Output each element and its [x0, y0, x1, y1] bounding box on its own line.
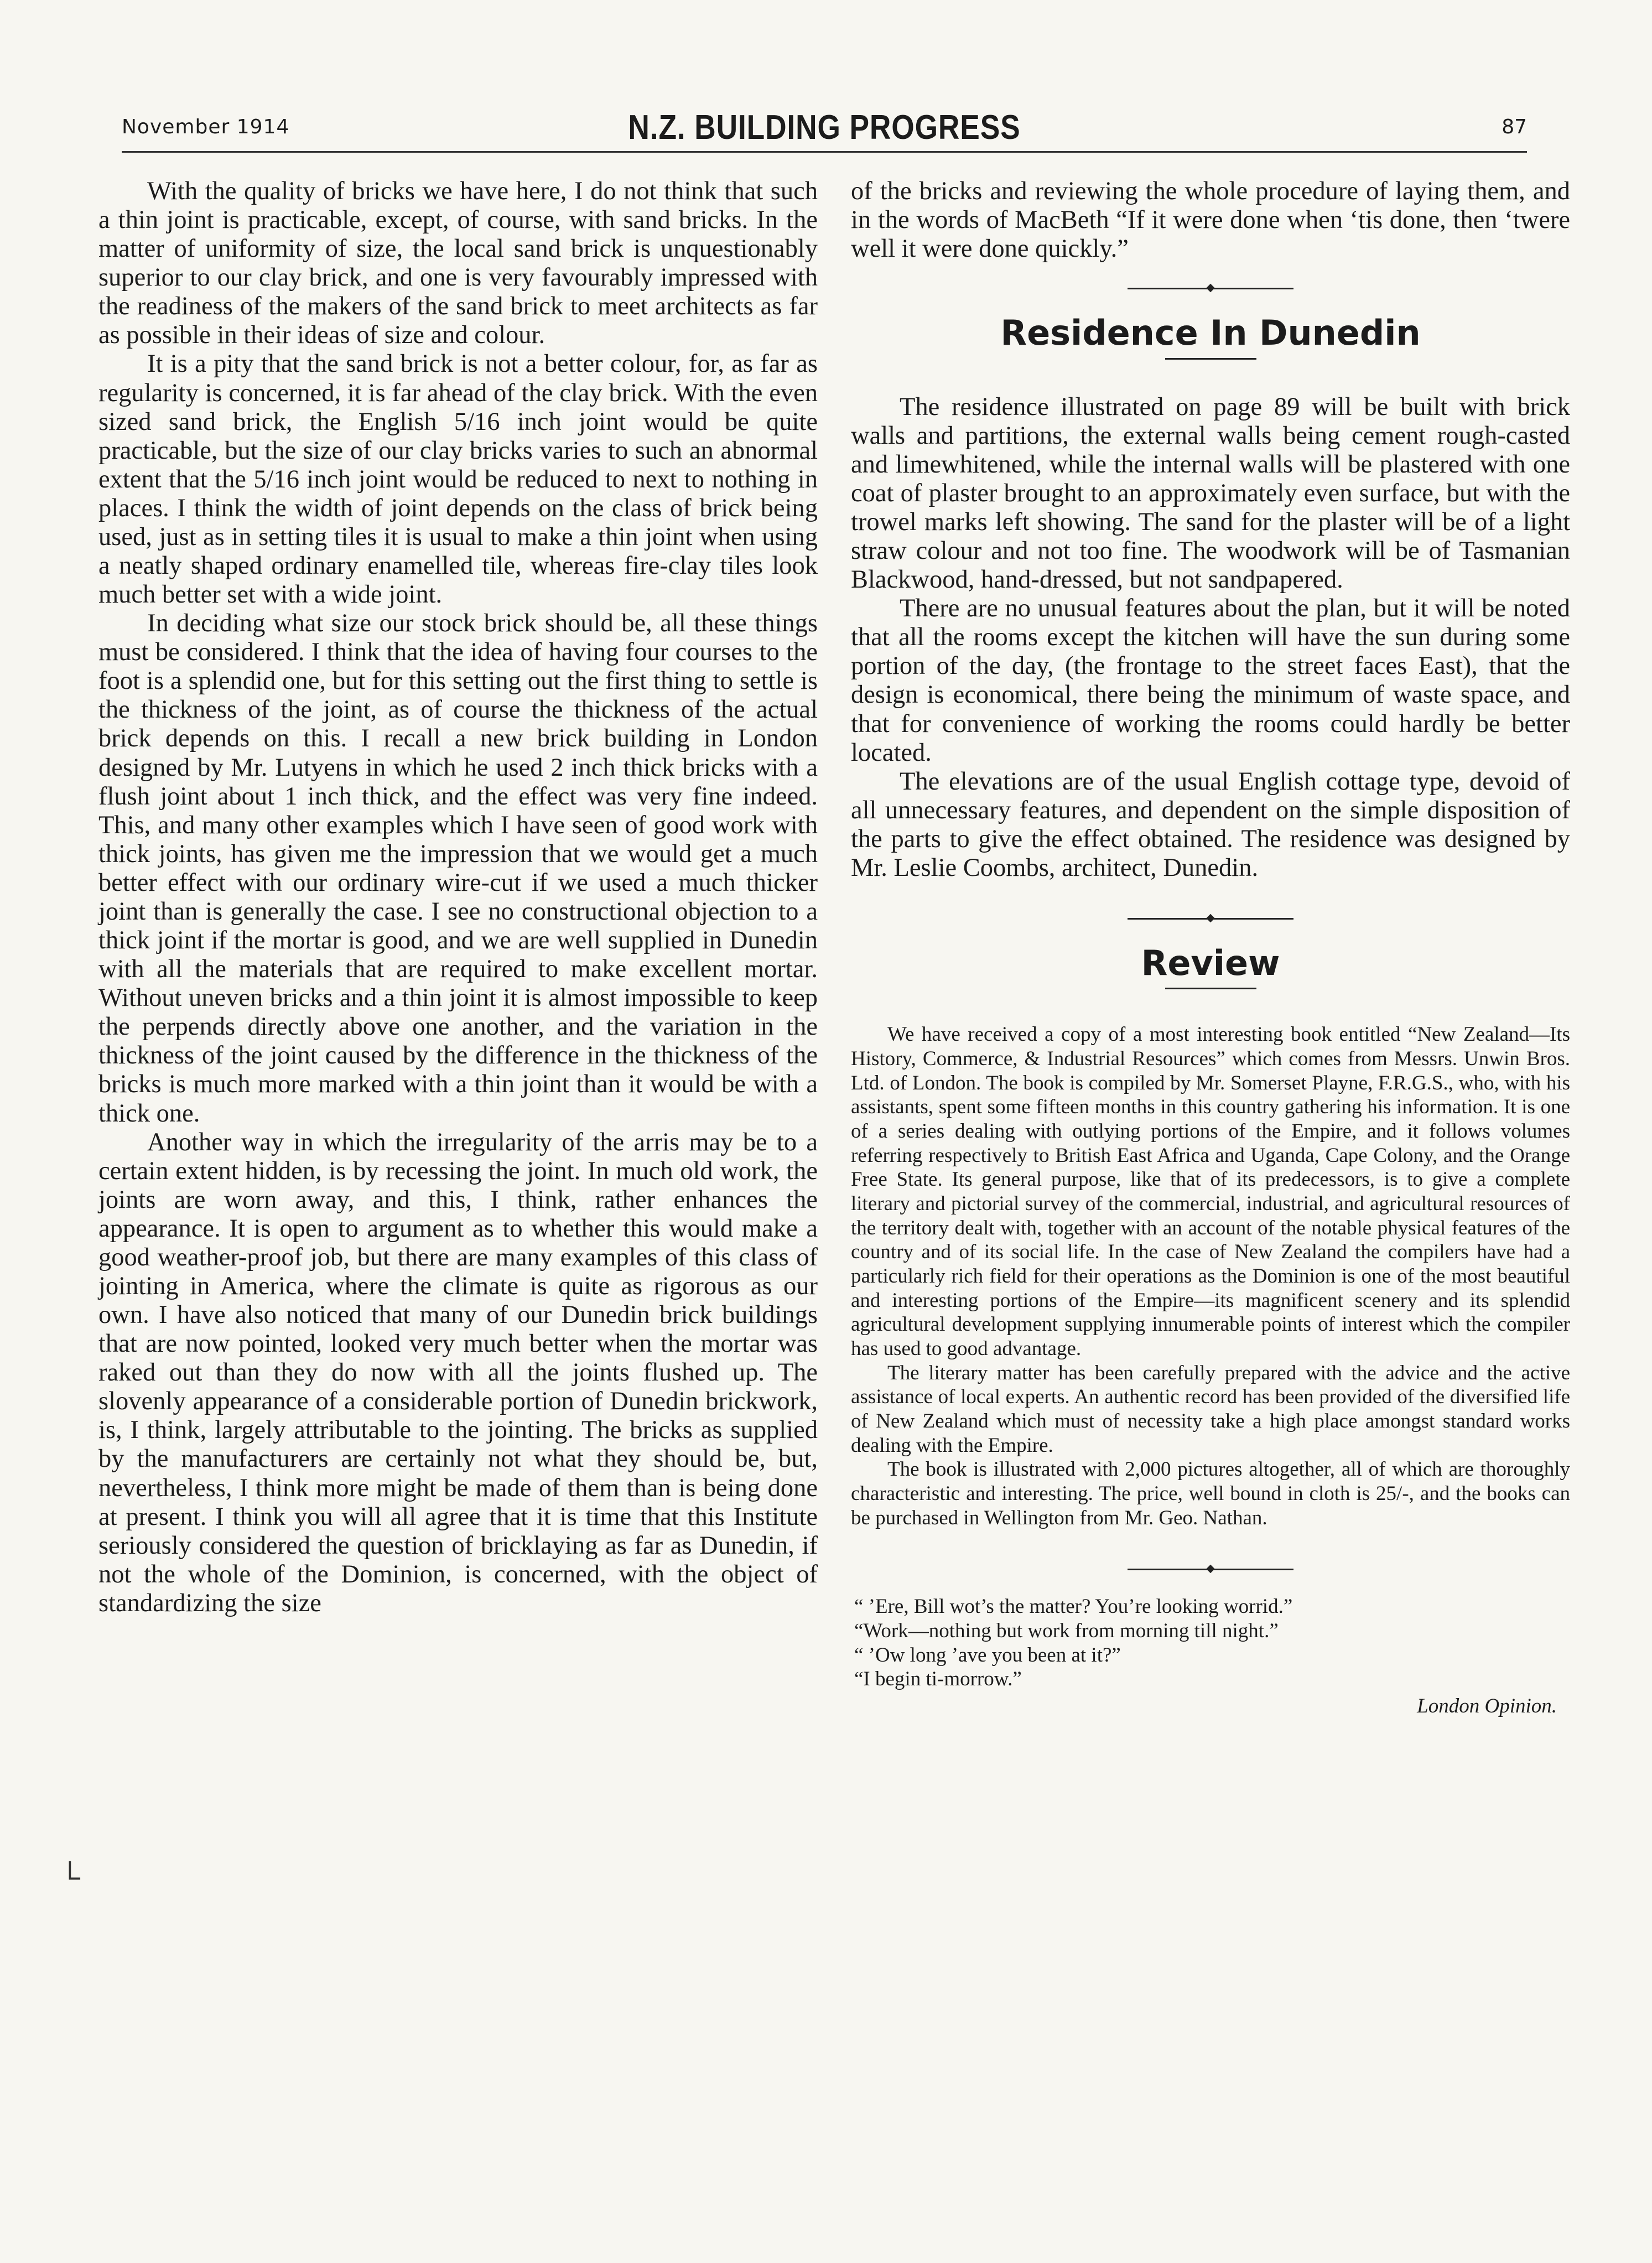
article-continuation: of the bricks and reviewing the whole procedure of laying them, and in the words of MacBeth “If it were done when ‘tis done, then ‘twere well it were done quickly.” — [851, 177, 1570, 263]
margin-mark: └ — [60, 1862, 80, 1894]
section-divider — [1128, 1569, 1293, 1570]
right-column — [851, 177, 1570, 1717]
residence-paragraph: The residence illustrated on page 89 will be built with brick walls and partitions, the external walls being cement rough-casted and limewhitened, while the internal walls will be plastered with one coat of plaster brought to an approximately even surface, but with the trowel marks left showing. The sand for the plaster will be of a light straw colour and not too fine. The woodwork will be of Tasmanian Blackwood, hand-dressed, but not sandpapered. — [851, 392, 1570, 594]
section-divider — [1128, 918, 1293, 920]
review-paragraph: The book is illustrated with 2,000 pictures altogether, all of which are thoroughly characteristic and interesting. The price, well bound in cloth is 25/-, and the books can be purchased in Wellington from Mr. Geo. Nathan. — [851, 1458, 1570, 1529]
title-underline — [1165, 358, 1256, 360]
article-paragraph: In deciding what size our stock brick should be, all these things must be considered. I think that the idea of having four courses to the foot is a splendid one, but for this setting out the first thing to settle is the thickness of the joint, as of course the thickness of the actual brick depends on this. I recall a new brick building in London designed by Mr. Lutyens in which he used 2 inch thick bricks with a flush joint about 1 inch thick, and the effect was very fine indeed. This, and many other examples which I have seen of good work with thick joints, has given me the impression that we would get a much better effect with our ordinary wire-cut if we used a much thicker joint than is generally the case. I see no constructional objection to a thick joint if the mortar is good, and we are well supplied in Dunedin with all the materials that are required to make excellent mortar. Without uneven bricks and a thin joint it is almost impossible to keep the perpends directly above one another, and the variation in the thickness of the joint caused by the difference in the thickness of the bricks is much more marked with a thin joint than it would be with a thick one. — [98, 609, 818, 1128]
review-body — [851, 1022, 1570, 1530]
left-column — [98, 177, 818, 1618]
review-paragraph: We have received a copy of a most interesting book entitled “New Zealand—Its History, Commerce, & Industrial Resources” which comes from Messrs. Unwin Bros. Ltd. of London. The book is compiled by Mr. Somerset Playne, F.R.G.S., who, with his assistants, spent some fifteen months in this country gathering his information. It is one of a series dealing with outlying portions of the Empire, and it follows volumes referring respectively to British East Africa and Uganda, Cape Colony, and the Orange Free State. Its general purpose, like that of its predecessors, is to give a complete literary and pictorial survey of the commercial, industrial, and agricultural resources of the territory dealt with, together with an account of the notable physical features of the country and of its social life. In the case of New Zealand the compilers have had a particularly rich field for their operations as the Dominion is one of the most beautiful and interesting portions of the Empire—its magnificent scenery and its splendid agricultural development supplying innumerable points of interest which the compiler has used to good advantage. — [851, 1023, 1570, 1360]
joke-quote — [851, 1595, 1570, 1691]
joke-line: “I begin ti-morrow.” — [854, 1668, 1022, 1691]
title-underline — [1165, 988, 1256, 989]
page-number: 87 — [1502, 116, 1527, 138]
residence-title: Residence In Dunedin — [1000, 313, 1421, 354]
review-paragraph: The literary matter has been carefully prepared with the advice and the active assistance of local experts. An authentic record has been provided of the diversified life of New Zealand which must of necessity take a high place amongst standard works dealing with the Empire. — [851, 1361, 1570, 1457]
residence-paragraph: The elevations are of the usual English cottage type, devoid of all unnecessary features, and dependent on the simple disposition of the parts to give the effect obtained. The residence was designed by Mr. Leslie Coombs, architect, Dunedin. — [851, 767, 1570, 882]
joke-attribution: London Opinion. — [1417, 1694, 1557, 1717]
joke-line: “ ’Ere, Bill wot’s the matter? You’re looking worrid.” — [854, 1595, 1293, 1618]
review-title: Review — [1141, 943, 1280, 983]
joke-line: “ ’Ow long ’ave you been at it?” — [854, 1643, 1121, 1667]
page-header — [122, 108, 1527, 158]
publication-title: N.Z. BUILDING PROGRESS — [628, 108, 1021, 147]
residence-paragraph: There are no unusual features about the plan, but it will be noted that all the rooms except the kitchen will have the sun during some portion of the day, (the frontage to the street faces East), that the design is economical, there being the minimum of waste space, and that for convenience of working the rooms could hardly be better located. — [851, 594, 1570, 767]
article-paragraph: Another way in which the irregularity of the arris may be to a certain extent hidden, is by recessing the joint. In much old work, the joints are worn away, and this, I think, rather enhances the appearance. It is open to argument as to whether this would make a good weather-proof job, but there are many examples of this class of jointing in America, where the climate is quite as rigorous as our own. I have also noticed that many of our Dunedin brick buildings that are now pointed, looked very much better when the mortar was raked out than they do now with all the joints flushed up. The slovenly appearance of a considerable portion of Dunedin brickwork, is, I think, largely attributable to the jointing. The bricks as supplied by the manufacturers are certainly not what they should be, but, nevertheless, I think more might be made of them than is being done at present. I think you will all agree that it is time that this Institute seriously considered the question of bricklaying as far as Dunedin, if not the whole of the Dominion, is concerned, with the object of standardizing the size — [98, 1128, 818, 1617]
issue-date: November 1914 — [122, 116, 290, 138]
joke-line: “Work—nothing but work from morning till night.” — [854, 1619, 1279, 1642]
section-divider — [1128, 288, 1293, 289]
header-rule — [122, 151, 1527, 153]
article-paragraph: It is a pity that the sand brick is not a better colour, for, as far as regularity is concerned, it is far ahead of the clay brick. With the even sized sand brick, the English 5/16 inch joint would be quite practicable, but the size of our clay bricks varies to such an abnormal extent that the 5/16 inch joint would be reduced to next to nothing in places. I think the width of joint depends on the class of brick being used, just as in setting tiles it is usual to make a thin joint when using a neatly shaped ordinary enamelled tile, whereas fire-clay tiles look much better set with a wide joint. — [98, 350, 818, 609]
article-paragraph: With the quality of bricks we have here, I do not think that such a thin joint is practicable, except, of course, with sand bricks. In the matter of uniformity of size, the local sand brick is unquestionably superior to our clay brick, and one is very favourably impressed with the readiness of the makers of the sand brick to meet architects as far as possible in their ideas of size and colour. — [98, 177, 818, 350]
